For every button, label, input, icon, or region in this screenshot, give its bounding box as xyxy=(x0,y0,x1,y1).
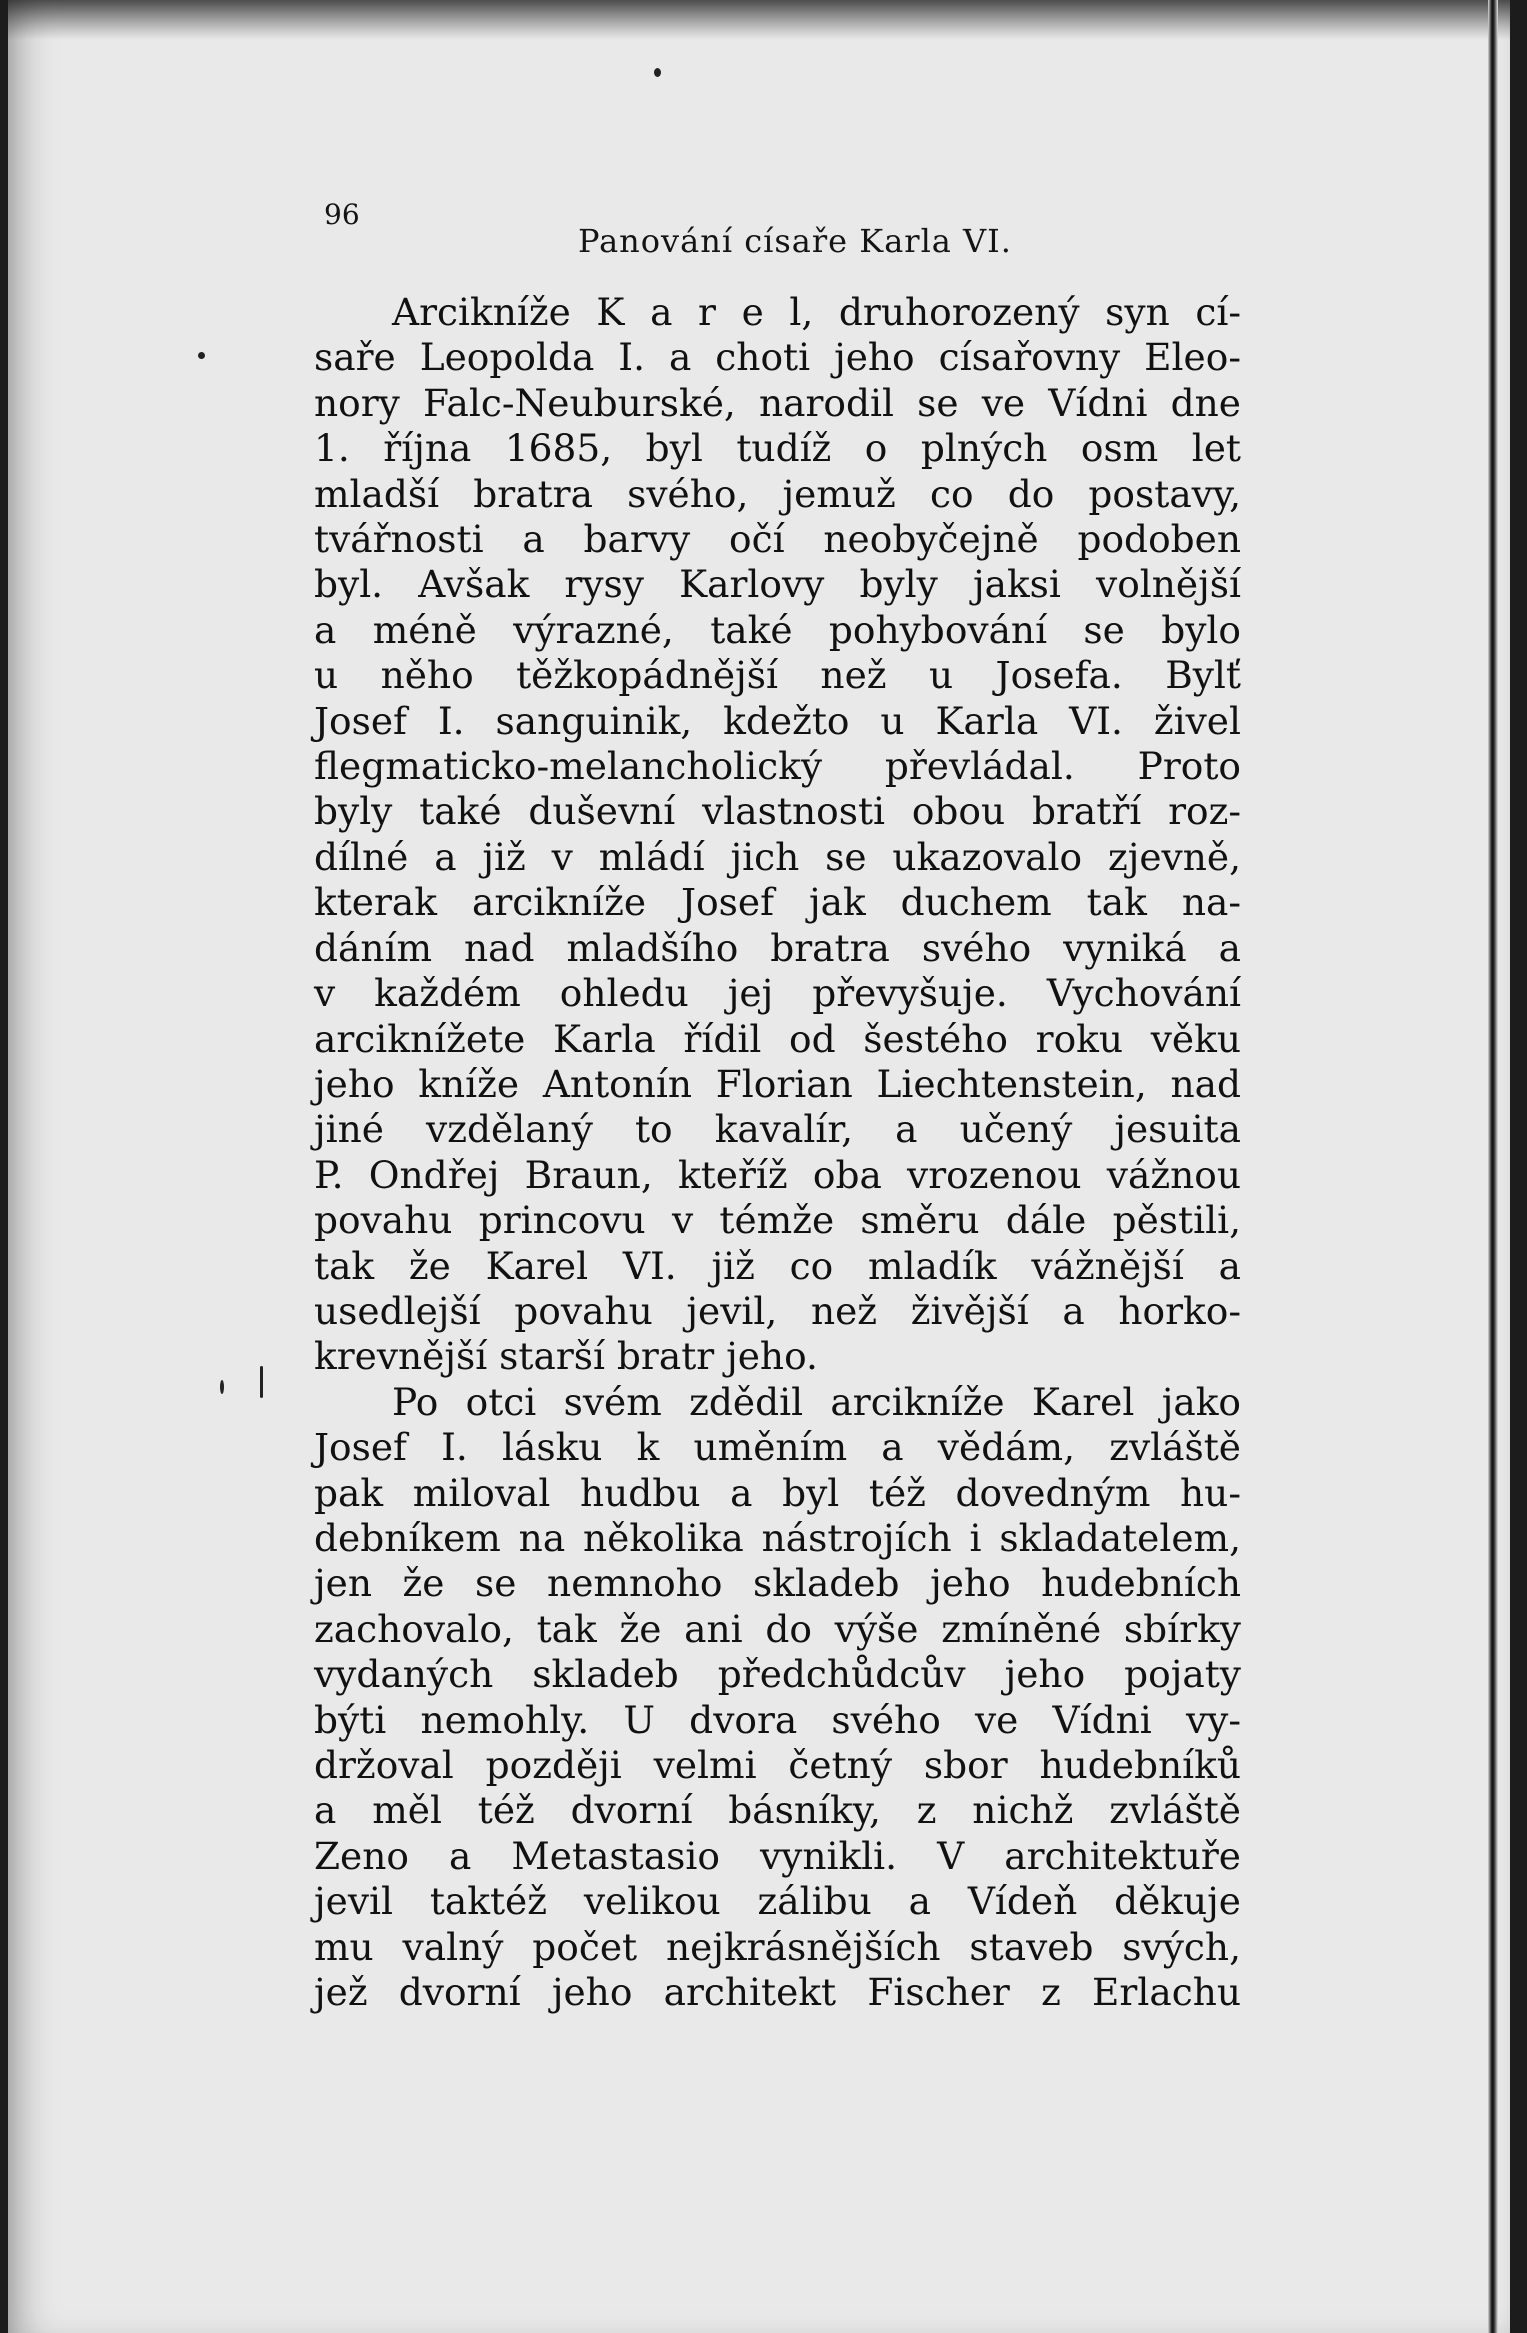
text-line: jež dvorní jeho architekt Fischer z Erlachu xyxy=(314,1970,1241,2015)
text-line: usedlejší povahu jevil, než živější a horko- xyxy=(314,1288,1241,1333)
text-line: dáním nad mladšího bratra svého vyniká a xyxy=(314,925,1241,970)
text-line: P. Ondřej Braun, kteříž oba vrozenou vážnou xyxy=(314,1152,1241,1197)
page-edge-shadow xyxy=(1488,0,1498,2333)
page-number: 96 xyxy=(324,198,360,231)
text-line: jen že se nemnoho skladeb jeho hudebních xyxy=(314,1561,1241,1606)
scan-speck xyxy=(260,1366,263,1398)
text-line: držoval později velmi četný sbor hudebníků xyxy=(314,1743,1241,1787)
book-page xyxy=(8,0,1510,2333)
text-line: býti nemohly. U dvora svého ve Vídni vy- xyxy=(314,1697,1241,1742)
text-line: kterak arcikníže Josef jak duchem tak na- xyxy=(314,880,1241,925)
text-line: jiné vzdělaný to kavalír, a učený jesuita xyxy=(314,1107,1241,1152)
scan-speck xyxy=(198,352,205,359)
text-line: tvářnosti a barvy očí neobyčejně podoben xyxy=(314,517,1241,562)
text-line: Zeno a Metastasio vynikli. V architektuře xyxy=(314,1833,1241,1878)
scan-top-shadow xyxy=(8,0,1510,40)
text-line: pak miloval hudbu a byl též dovedným hu- xyxy=(314,1470,1241,1515)
text-line: byl. Avšak rysy Karlovy byly jaksi volnější xyxy=(314,562,1241,607)
text-line: byly také duševní vlastnosti obou bratří roz- xyxy=(314,789,1241,834)
text-line: Po otci svém zdědil arcikníže Karel jako xyxy=(392,1379,1241,1424)
text-line: saře Leopolda I. a choti jeho císařovny Eleo- xyxy=(314,335,1241,380)
paragraph-2 xyxy=(314,1380,1241,2016)
text-line: dílné a již v mládí jich se ukazovalo zjevně, xyxy=(314,834,1241,879)
text-line: arciknížete Karla řídil od šestého roku věku xyxy=(314,1016,1241,1061)
text-line: krevnější starší bratr jeho. xyxy=(314,1334,818,1379)
scan-speck xyxy=(654,68,661,77)
text-line: jeho kníže Antonín Florian Liechtenstein, nad xyxy=(314,1061,1241,1106)
text-line: v každém ohledu jej převyšuje. Vychování xyxy=(314,971,1241,1016)
text-line: povahu princovu v témže směru dále pěstili, xyxy=(314,1198,1241,1243)
text-line: a méně výrazné, také pohybování se bylo xyxy=(314,607,1241,652)
text-line: Josef I. lásku k uměním a vědám, zvláště xyxy=(314,1425,1241,1470)
text-line: mladší bratra svého, jemuž co do postavy, xyxy=(314,471,1241,516)
text-line: debníkem na několika nástrojích i skladatelem, xyxy=(314,1515,1241,1560)
paragraph-1 xyxy=(314,290,1241,1380)
text-line: Arcikníže K a r e l, druhorozený syn cí- xyxy=(392,290,1241,334)
text-line: zachovalo, tak že ani do výše zmíněné sbírky xyxy=(314,1606,1241,1651)
text-line: jevil taktéž velikou zálibu a Vídeň děkuje xyxy=(314,1879,1241,1924)
text-line: vydaných skladeb předchůdcův jeho pojaty xyxy=(314,1652,1241,1697)
text-line: u něho těžkopádnější než u Josefa. Bylť xyxy=(314,653,1241,698)
text-line: Josef I. sanguinik, kdežto u Karla VI. živel xyxy=(314,698,1241,743)
text-line: flegmaticko-melancholický převládal. Proto xyxy=(314,744,1241,789)
body-text xyxy=(314,290,1241,2015)
scan-speck xyxy=(220,1380,224,1394)
text-line: a měl též dvorní básníky, z nichž zvláště xyxy=(314,1788,1241,1833)
text-line: tak že Karel VI. již co mladík vážnější a xyxy=(314,1243,1241,1288)
text-line: nory Falc-Neuburské, narodil se ve Vídni dne xyxy=(314,380,1241,425)
text-line: mu valný počet nejkrásnějších staveb svých, xyxy=(314,1924,1241,1969)
page-header xyxy=(324,198,1244,258)
text-line: 1. října 1685, byl tudíž o plných osm let xyxy=(314,426,1241,471)
running-title: Panování císaře Karla VI. xyxy=(578,222,1012,260)
